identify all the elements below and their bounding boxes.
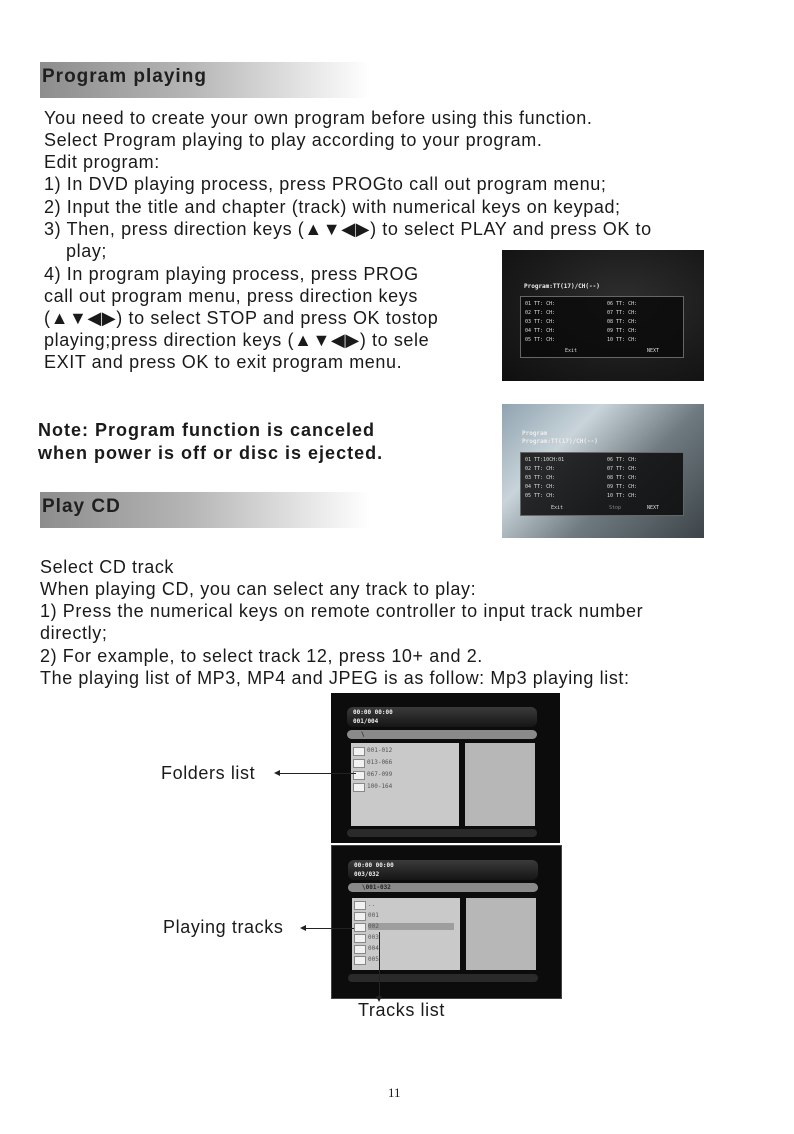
program-menu-video-screenshot — [502, 404, 704, 538]
program-cell: 07 TT: CH: — [607, 310, 638, 316]
program-cell: 01 TT: CH: — [525, 301, 556, 307]
section-heading-text: Play CD — [42, 496, 121, 517]
note-line: Note: Program function is canceled — [38, 420, 376, 440]
track-row: 003 — [368, 934, 379, 941]
track-row: .. — [368, 901, 376, 908]
folder-icon — [353, 759, 365, 768]
program-cell: 04 TT: CH: — [525, 328, 556, 334]
mp3-time: 00:00 00:00 — [353, 709, 393, 716]
body-line: call out program menu, press direction keys — [44, 286, 418, 306]
body-line: Select Program playing to play according to your program. — [44, 130, 543, 150]
mp3-path: \ — [361, 731, 365, 738]
program-cell: 02 TT: CH: — [525, 466, 556, 472]
folders-arrow-icon — [276, 773, 356, 774]
exit-option: Exit — [551, 505, 564, 511]
program-cell: 01 TT:10CH:01 — [525, 457, 565, 463]
body-line: play; — [66, 241, 108, 261]
music-file-icon — [354, 923, 366, 932]
osd-title: Program:TT(17)/CH(--) — [524, 283, 600, 290]
section-heading-program-playing — [40, 62, 370, 98]
folder-icon — [354, 901, 366, 910]
program-cell: 02 TT: CH: — [525, 310, 556, 316]
program-cell: 10 TT: CH: — [607, 337, 638, 343]
osd-title: Program — [522, 430, 548, 437]
body-line: 2) Input the title and chapter (track) with numerical keys on keypad; — [44, 197, 621, 217]
folders-list — [351, 743, 459, 826]
preview-pane — [466, 898, 536, 970]
program-cell: 08 TT: CH: — [607, 475, 638, 481]
preview-pane — [465, 743, 535, 826]
playing-arrow-icon — [302, 928, 354, 929]
music-file-icon — [354, 945, 366, 954]
body-line: You need to create your own program before using this function. — [44, 108, 593, 128]
mp3-folder-screenshot — [331, 693, 560, 843]
program-cell: 05 TT: CH: — [525, 493, 556, 499]
mp3-count: 003/032 — [354, 871, 380, 878]
track-row: 001 — [368, 912, 379, 919]
osd-subtitle: Program:TT(17)/CH(--) — [522, 438, 598, 445]
section-heading-text: Program playing — [42, 66, 207, 87]
program-cell: 03 TT: CH: — [525, 319, 556, 325]
program-cell: 03 TT: CH: — [525, 475, 556, 481]
tracks-arrow-icon — [379, 932, 380, 1000]
mp3-tracks-screenshot — [331, 845, 562, 999]
program-cell: 10 TT: CH: — [607, 493, 638, 499]
page-number: 11 — [388, 1085, 401, 1100]
mp3-footer-bar — [347, 829, 537, 837]
folder-row: 067-099 — [367, 771, 393, 778]
track-row: 004 — [368, 945, 379, 952]
program-cell: 04 TT: CH: — [525, 484, 556, 490]
tracks-list-label: Tracks list — [358, 1000, 445, 1020]
next-option: NEXT — [647, 348, 660, 354]
body-line: 1) Press the numerical keys on remote controller to input track number — [40, 601, 644, 621]
folder-icon — [353, 783, 365, 792]
program-cell: 07 TT: CH: — [607, 466, 638, 472]
mp3-path-bar — [347, 730, 537, 739]
body-line: EXIT and press OK to exit program menu. — [44, 352, 403, 372]
tracks-list — [352, 898, 460, 970]
mp3-count: 001/004 — [353, 718, 379, 725]
body-line: playing;press direction keys (▲▼◀▶) to sele — [44, 330, 430, 350]
folder-row: 100-164 — [367, 783, 393, 790]
stop-option: Stop — [609, 505, 622, 511]
program-cell: 05 TT: CH: — [525, 337, 556, 343]
body-line: 2) For example, to select track 12, press 10+ and 2. — [40, 646, 483, 666]
mp3-footer-bar — [348, 974, 538, 982]
body-line: Select CD track — [40, 557, 175, 577]
folder-icon — [353, 747, 365, 756]
body-line: 4) In program playing process, press PROG — [44, 264, 419, 284]
music-file-icon — [354, 956, 366, 965]
program-cell: 08 TT: CH: — [607, 319, 638, 325]
body-line: 3) Then, press direction keys (▲▼◀▶) to select PLAY and press OK to — [44, 219, 652, 239]
program-cell: 06 TT: CH: — [607, 301, 638, 307]
next-option: NEXT — [647, 505, 660, 511]
note-line: when power is off or disc is ejected. — [38, 443, 384, 463]
body-line: directly; — [40, 623, 108, 643]
exit-option: Exit — [565, 348, 578, 354]
track-row: 005 — [368, 956, 379, 963]
music-file-icon — [354, 934, 366, 943]
program-cell: 09 TT: CH: — [607, 484, 638, 490]
mp3-time: 00:00 00:00 — [354, 862, 394, 869]
mp3-status-bar — [347, 707, 537, 727]
mp3-status-bar — [348, 860, 538, 880]
playing-tracks-label: Playing tracks — [163, 917, 284, 937]
body-line: The playing list of MP3, MP4 and JPEG is as follow: Mp3 playing list: — [40, 668, 630, 688]
body-line: Edit program: — [44, 152, 160, 172]
folder-row: 013-066 — [367, 759, 393, 766]
track-row-playing: 002 — [368, 923, 454, 930]
program-cell: 06 TT: CH: — [607, 457, 638, 463]
program-cell: 09 TT: CH: — [607, 328, 638, 334]
folders-list-label: Folders list — [161, 763, 256, 783]
program-grid — [520, 296, 684, 358]
music-file-icon — [354, 912, 366, 921]
program-menu-screenshot — [502, 250, 704, 381]
program-grid — [520, 452, 684, 516]
body-line: When playing CD, you can select any track to play: — [40, 579, 477, 599]
body-line: (▲▼◀▶) to select STOP and press OK tostop — [44, 308, 439, 328]
body-line: 1) In DVD playing process, press PROGto call out program menu; — [44, 174, 607, 194]
mp3-path: \001-032 — [362, 884, 391, 891]
folder-row: 001-012 — [367, 747, 393, 754]
section-heading-play-cd — [40, 492, 370, 528]
mp3-path-bar — [348, 883, 538, 892]
